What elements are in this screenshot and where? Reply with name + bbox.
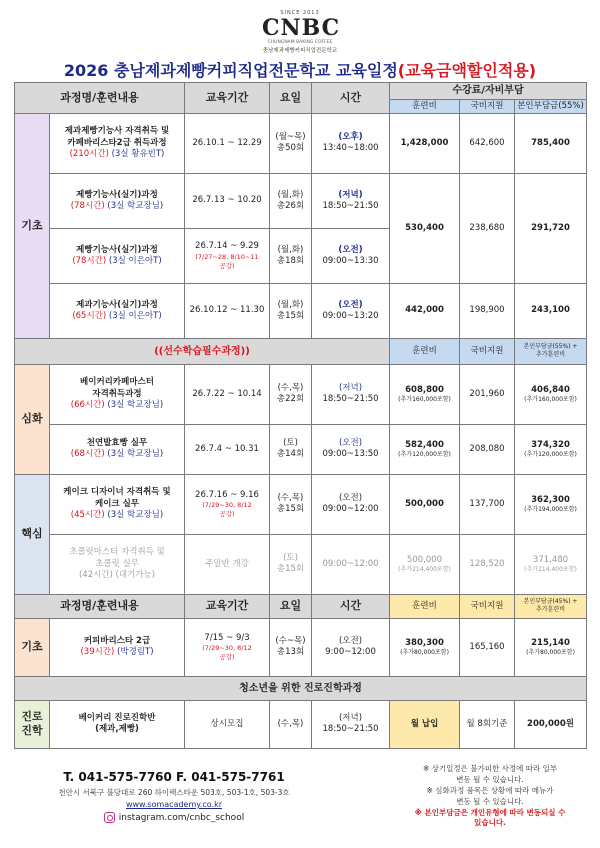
course-time-cell	[312, 113, 390, 173]
course-time-cell	[312, 364, 390, 424]
course-period-cell	[185, 474, 270, 534]
course-cell	[50, 424, 185, 474]
career-time: 18:50~21:50	[322, 724, 379, 735]
course-self: 243,100	[515, 283, 587, 338]
note-self-pay: ※ 본인부담금은 개인유형에 따라 변동되실 수 있습니다.	[414, 807, 566, 828]
course-cell	[50, 474, 185, 534]
logo-school: 충남제과제빵커피직업전문학교	[262, 48, 338, 54]
course-gov: 165,160	[460, 618, 515, 676]
course-room: (대기가능)	[115, 570, 156, 581]
header2-time: 시간	[312, 594, 390, 618]
course-time: 09:00~12:00	[312, 534, 390, 594]
course-days: (월,화) 총15회	[270, 283, 312, 338]
course-tuition-note: (추가160,000포함)	[398, 396, 451, 404]
course-cell	[50, 228, 185, 283]
career-pay: 월 납입	[390, 700, 460, 748]
section-advanced: 심화	[15, 364, 50, 474]
career-days: (수,목)	[270, 700, 312, 748]
course-tuition-note: (추가80,000포함)	[400, 649, 449, 657]
course-self-cell	[515, 364, 587, 424]
header2-gov: 국비지원	[460, 594, 515, 618]
instagram-icon	[104, 812, 115, 823]
course-time-cell	[312, 283, 390, 338]
course-period-note: (7/27~28, 8/10~11 공강)	[195, 252, 259, 270]
course-self-cell	[515, 474, 587, 534]
course-days: (토) 총15회	[270, 534, 312, 594]
section-core: 핵심	[15, 474, 50, 594]
course-self-note: (추가120,000포함)	[524, 451, 577, 459]
course-self: 215,140	[531, 637, 570, 648]
course-tuition: 530,400	[390, 173, 460, 283]
course-room: (3실 학교장님)	[107, 510, 164, 521]
course-time-label: (저녁)	[338, 383, 363, 393]
page-title	[20, 58, 580, 81]
course-name: 커피바리스타 2급	[83, 636, 151, 646]
logo-since: SINCE 2013	[280, 10, 320, 16]
section-career: 진로 진학	[15, 700, 50, 748]
course-self: 406,840	[531, 384, 570, 395]
course-name: 제과제빵기능사 자격취득 및 카페바리스타2급 취득과정	[64, 126, 170, 148]
course-period: 26.7.13 ~ 10.20	[185, 173, 270, 228]
course-hours: (65시간)	[72, 310, 107, 321]
career-band: 청소년을 위한 진로진학과정	[15, 676, 587, 700]
course-self: 291,720	[515, 173, 587, 283]
course-hours: (68시간)	[70, 449, 105, 460]
course-room: (3실 이은아T)	[108, 255, 162, 266]
course-cell	[50, 113, 185, 173]
career-course-name: 베이커리 진로진학반 (제과,제빵)	[50, 700, 185, 748]
logo-mark: CNBC	[262, 15, 341, 41]
header-time: 시간	[312, 83, 390, 114]
instagram-link[interactable]	[14, 812, 334, 823]
course-period: 26.10.12 ~ 11.30	[185, 283, 270, 338]
course-hours: (39시간)	[80, 647, 115, 658]
section-basic-2: 기초	[15, 618, 50, 676]
course-time: 18:50~21:50	[322, 200, 379, 211]
course-self-cell	[515, 424, 587, 474]
course-time: 09:00~13:50	[322, 449, 379, 460]
course-tuition: 608,800	[405, 384, 444, 395]
course-name: 천연발효빵 실무	[86, 438, 148, 448]
course-tuition-cell	[390, 534, 460, 594]
course-days: (수,목) 총22회	[270, 364, 312, 424]
course-room: (3실 황유빈T)	[111, 149, 165, 160]
course-period: 주말반 개강	[185, 534, 270, 594]
band-gov: 국비지원	[460, 338, 515, 364]
course-name: 초콜릿마스터 자격취득 및 초콜릿 실무	[69, 547, 165, 569]
course-room: (3실 학교장님)	[107, 400, 164, 411]
page-title-highlight: (교육금액할인적용)	[397, 61, 537, 80]
address: 천안시 서북구 불당대로 260 하이렉스타운 503호, 503-1호, 503-3호	[58, 788, 290, 797]
header2-days: 요일	[270, 594, 312, 618]
course-room: (박경림T)	[117, 647, 154, 658]
course-time-label: (오전)	[338, 244, 363, 255]
course-time-cell	[312, 173, 390, 228]
course-name: 제빵기능사(실기)과정	[76, 244, 158, 255]
course-self: 371,480	[532, 554, 569, 565]
course-room: (3실 학교장님)	[107, 200, 164, 211]
course-self: 374,320	[531, 439, 570, 450]
course-tuition-cell	[390, 424, 460, 474]
course-days: (수~목) 총13회	[270, 618, 312, 676]
course-time-label: (오전)	[338, 438, 363, 448]
course-hours: (78시간)	[72, 255, 107, 266]
course-days: (월,화) 총26회	[270, 173, 312, 228]
course-period-cell	[185, 228, 270, 283]
course-hours: (42시간)	[78, 570, 113, 581]
course-gov: 137,700	[460, 474, 515, 534]
course-room: (3실 학교장님)	[107, 449, 164, 460]
course-self-cell	[515, 534, 587, 594]
course-gov: 238,680	[460, 173, 515, 283]
course-time-cell	[312, 424, 390, 474]
career-count: 월 8회기준	[460, 700, 515, 748]
header-days: 요일	[270, 83, 312, 114]
contact-info	[14, 770, 334, 823]
section-basic: 기초	[15, 113, 50, 338]
course-self-note: (추가80,000포함)	[526, 649, 575, 657]
career-period: 상시모집	[185, 700, 270, 748]
course-days: (수,목) 총15회	[270, 474, 312, 534]
course-tuition: 380,300	[405, 637, 444, 648]
page-title-main: 2026 충남제과제빵커피직업전문학교 교육일정	[63, 61, 398, 80]
course-cell	[50, 534, 185, 594]
course-tuition-note: (추가214,400포함)	[398, 566, 451, 574]
course-period: 26.7.14 ~ 9.29	[195, 241, 259, 252]
course-period-note: (7/29~30, 8/12 공강)	[202, 501, 252, 519]
band-tuition: 훈련비	[390, 338, 460, 364]
course-name: 케이크 디자이너 자격취득 및 케이크 실무	[63, 487, 171, 509]
course-period: 7/15 ~ 9/3	[204, 632, 250, 643]
course-gov: 642,600	[460, 113, 515, 173]
note-menu: ※ 심화과정 품목은 상황에 따라 메뉴가 변동 될 수 있습니다.	[426, 785, 554, 806]
course-time: 18:50~21:50	[322, 394, 379, 405]
course-self: 362,300	[531, 494, 570, 505]
course-days: (월,화) 총18회	[270, 228, 312, 283]
course-hours: (45시간)	[70, 510, 105, 521]
logo-sub: CHUNGNAM BAKING COFFEE	[267, 40, 333, 45]
course-hours: (78시간)	[70, 200, 105, 211]
header-period: 교육기간	[185, 83, 270, 114]
course-name: 제빵기능사(실기)과정	[76, 189, 158, 200]
course-cell	[50, 173, 185, 228]
course-name: 베이커리카페마스터 자격취득과정	[80, 377, 154, 399]
footer	[14, 764, 586, 844]
notes	[394, 764, 586, 829]
course-cell	[50, 618, 185, 676]
school-logo	[262, 10, 341, 58]
website-link[interactable]: www.somacademy.co.kr	[125, 800, 223, 809]
career-time-cell	[312, 700, 390, 748]
course-tuition-cell	[390, 364, 460, 424]
course-time-cell	[312, 228, 390, 283]
course-cell	[50, 364, 185, 424]
note-schedule: ※ 상기일정은 불가피한 사정에 따라 일부 변동 될 수 있습니다.	[422, 764, 558, 784]
header-gov: 국비지원	[460, 99, 515, 113]
course-period: 26.7.22 ~ 10.14	[185, 364, 270, 424]
header2-self: 본인부담금(45%) + 추가훈련비	[515, 594, 587, 618]
course-self-note: (추가160,000포함)	[524, 396, 577, 404]
course-tuition: 582,400	[405, 439, 444, 450]
course-period: 26.10.1 ~ 12.29	[185, 113, 270, 173]
course-self-note: (추가194,000포함)	[524, 506, 577, 514]
course-time-label: (오후)	[338, 132, 363, 142]
course-gov: 208,080	[460, 424, 515, 474]
career-time-label: (저녁)	[338, 713, 363, 723]
course-time-label: (오전)	[338, 493, 363, 503]
course-time: 13:40~18:00	[322, 143, 379, 154]
course-time-label: (오전)	[338, 636, 363, 646]
course-cell	[50, 283, 185, 338]
header-fee-group: 수강료/자비부담	[390, 83, 587, 100]
course-period-cell	[185, 618, 270, 676]
course-self: 785,400	[515, 113, 587, 173]
course-period: 26.7.4 ~ 10.31	[185, 424, 270, 474]
course-tuition: 1,428,000	[390, 113, 460, 173]
course-tuition-cell	[390, 618, 460, 676]
course-hours: (66시간)	[70, 400, 105, 411]
phone-fax: T. 041-575-7760 F. 041-575-7761	[63, 770, 285, 784]
course-room: (3실 이은아T)	[108, 310, 162, 321]
course-time: 09:00~13:30	[322, 255, 379, 266]
course-gov: 128,520	[460, 534, 515, 594]
header2-period: 교육기간	[185, 594, 270, 618]
course-tuition: 500,000	[390, 474, 460, 534]
course-self-cell	[515, 618, 587, 676]
course-gov: 201,960	[460, 364, 515, 424]
schedule-table	[14, 82, 587, 749]
course-days: (월~목) 총50회	[270, 113, 312, 173]
header-self: 본인부담금(55%)	[515, 99, 587, 113]
header-course: 과정명/훈련내용	[15, 83, 185, 114]
course-time-label: (오전)	[338, 299, 363, 310]
course-tuition-note: (추가120,000포함)	[398, 451, 451, 459]
course-time: 09:00~12:00	[322, 504, 379, 515]
course-name: 제과기능사(실기)과정	[76, 299, 158, 310]
header2-tuition: 훈련비	[390, 594, 460, 618]
course-period-note: (7/29~30, 8/12 공강)	[202, 644, 252, 662]
course-time: 9:00~12:00	[325, 647, 376, 658]
course-self-note: (추가214,400포함)	[524, 566, 577, 574]
course-tuition: 500,000	[406, 554, 443, 565]
course-time-label: (저녁)	[338, 189, 363, 200]
course-hours: (210시간)	[69, 149, 109, 160]
course-tuition: 442,000	[390, 283, 460, 338]
header2-course: 과정명/훈련내용	[15, 594, 185, 618]
instagram-handle[interactable]: instagram.com/cnbc_school	[118, 812, 245, 823]
course-days: (토) 총14회	[270, 424, 312, 474]
band-self: 본인부담금(55%) + 추가훈련비	[515, 338, 587, 364]
course-time-cell	[312, 474, 390, 534]
course-period: 26.7.16 ~ 9.16	[195, 489, 259, 500]
course-time-cell	[312, 618, 390, 676]
career-price: 200,000원	[515, 700, 587, 748]
course-gov: 198,900	[460, 283, 515, 338]
prerequisite-band: ((선수학습필수과정))	[15, 338, 390, 364]
course-time: 09:00~13:20	[322, 310, 379, 321]
header-tuition: 훈련비	[390, 99, 460, 113]
